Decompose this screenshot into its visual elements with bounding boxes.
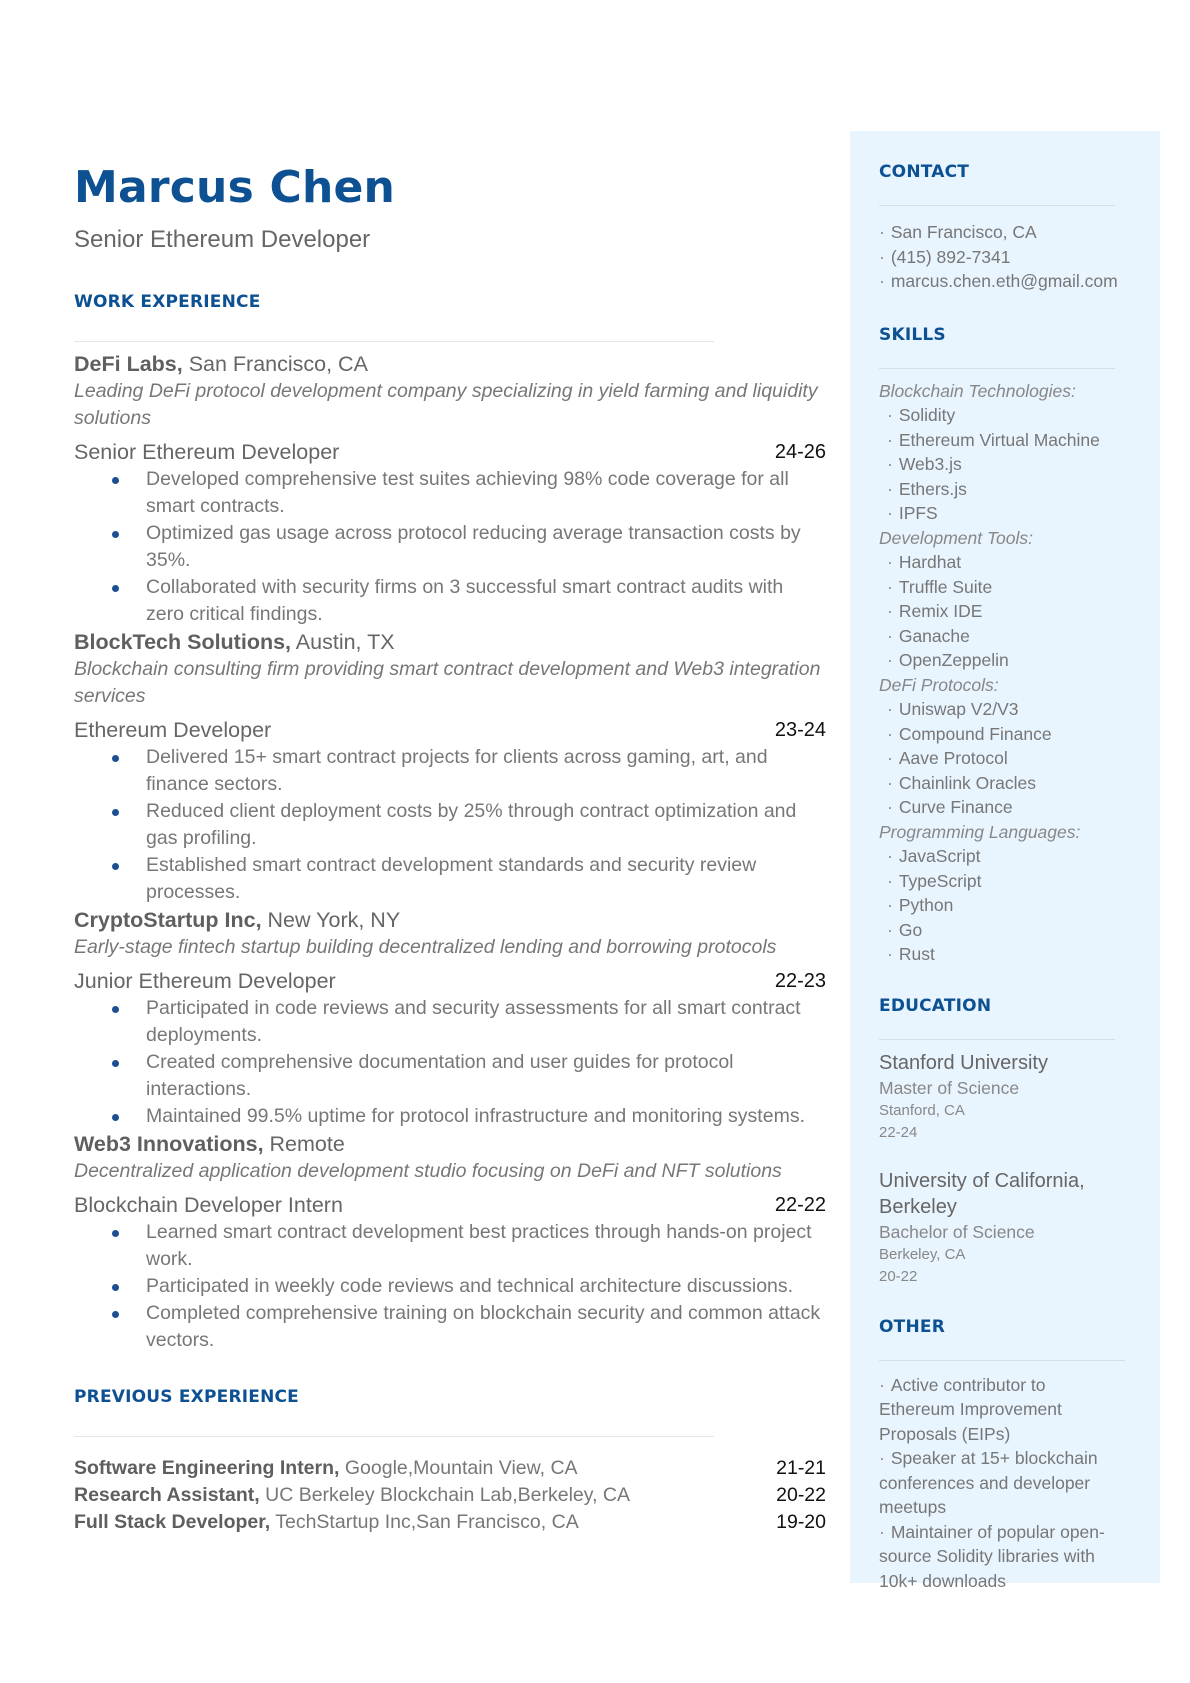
achievement-item: Completed comprehensive training on blockchain security and common attack vectors. — [146, 1300, 826, 1354]
bullet-icon: · — [887, 503, 893, 523]
skill-item — [879, 844, 1141, 869]
contact-item — [879, 269, 1141, 294]
degree: Master of Science — [879, 1077, 1020, 1098]
skill-item — [879, 648, 1141, 673]
previous-role-title: Software Engineering Intern, — [74, 1457, 340, 1479]
bullet-icon: · — [887, 454, 893, 474]
achievement-item: Created comprehensive documentation and user guides for protocol interactions. — [146, 1049, 826, 1103]
skill-name: IPFS — [898, 503, 938, 523]
bullet-icon: · — [887, 772, 893, 793]
other-item — [879, 1446, 1124, 1520]
skill-item — [879, 624, 1141, 649]
skill-name: Go — [898, 919, 923, 940]
previous-role-dates: 21-21 — [776, 1457, 826, 1479]
skill-category: Development Tools: — [879, 527, 1034, 548]
school-location: Berkeley, CA — [879, 1245, 966, 1263]
contact-item — [879, 220, 1141, 245]
achievement-item: Collaborated with security firms on 3 successful smart contract audits with zero critical findings. — [146, 574, 826, 628]
role-title: Senior Ethereum Developer — [74, 440, 340, 464]
skill-name: Remix IDE — [898, 601, 983, 621]
skill-name: Hardhat — [898, 552, 962, 572]
other-text: Speaker at 15+ blockchain conferences and developer meetups — [879, 1448, 1098, 1517]
role-title: Blockchain Developer Intern — [74, 1193, 343, 1217]
achievement-item: Reduced client deployment costs by 25% through contract optimization and gas profiling. — [146, 798, 826, 852]
company-location: Austin, TX — [291, 630, 395, 654]
skill-item — [879, 893, 1141, 918]
skill-item — [879, 403, 1141, 428]
previous-role-org: Google,Mountain View, CA — [339, 1457, 578, 1479]
skill-name: TypeScript — [898, 870, 982, 891]
job-entry — [74, 350, 826, 628]
previous-role — [74, 1455, 578, 1482]
skills-list — [879, 379, 1141, 967]
role-row — [74, 438, 826, 466]
other-item — [879, 1373, 1124, 1447]
skill-item — [879, 942, 1141, 967]
role-row — [74, 967, 826, 995]
contact-item — [879, 245, 1141, 270]
role-dates: 23-24 — [774, 719, 826, 741]
skill-name: Solidity — [898, 405, 956, 425]
bullet-icon: · — [887, 699, 893, 719]
previous-experience-heading: PREVIOUS EXPERIENCE — [74, 1387, 299, 1407]
skill-category: Programming Languages: — [879, 821, 1081, 842]
section-divider — [879, 1360, 1125, 1361]
contact-list — [879, 220, 1141, 294]
contact-value: San Francisco, CA — [890, 222, 1037, 242]
education-dates: 20-22 — [879, 1267, 918, 1285]
company-description: Decentralized application development studio focusing on DeFi and NFT solutions — [74, 1160, 782, 1182]
skill-name: Chainlink Oracles — [898, 772, 1036, 793]
previous-role-row — [74, 1509, 826, 1536]
previous-role-dates: 20-22 — [776, 1484, 826, 1506]
company-name: CryptoStartup Inc, — [74, 908, 262, 932]
achievement-item: Maintained 99.5% uptime for protocol infrastructure and monitoring systems. — [146, 1103, 826, 1130]
role-dates: 22-23 — [774, 970, 826, 992]
skill-name: Ganache — [898, 625, 970, 646]
previous-role-row — [74, 1455, 826, 1482]
company-location: Remote — [263, 1132, 345, 1156]
school-location: Stanford, CA — [879, 1101, 965, 1119]
bullet-icon: · — [887, 919, 893, 940]
bullet-icon: · — [879, 1448, 885, 1468]
skill-item — [879, 452, 1141, 477]
company-name: DeFi Labs, — [74, 352, 183, 376]
company-line — [74, 350, 826, 378]
candidate-name: Marcus Chen — [74, 162, 396, 213]
role-dates: 24-26 — [774, 441, 826, 463]
bullet-icon: · — [887, 625, 893, 646]
company-line — [74, 906, 826, 934]
skill-item — [879, 795, 1141, 820]
section-divider — [879, 205, 1115, 206]
bullet-icon: · — [887, 797, 893, 817]
skill-item — [879, 599, 1141, 624]
section-divider — [74, 1436, 714, 1437]
bullet-icon: · — [887, 723, 893, 744]
company-line — [74, 1130, 826, 1158]
bullet-icon: · — [887, 870, 893, 891]
bullet-icon: · — [887, 429, 893, 450]
skill-name: JavaScript — [898, 846, 981, 866]
skill-item — [879, 771, 1141, 796]
previous-role-org: UC Berkeley Blockchain Lab,Berkeley, CA — [259, 1484, 631, 1506]
education-heading: EDUCATION — [879, 995, 992, 1016]
skills-heading: SKILLS — [879, 324, 946, 345]
role-dates: 22-22 — [774, 1194, 826, 1216]
school-name: Stanford University — [879, 1051, 1048, 1074]
achievement-item: Optimized gas usage across protocol reducing average transaction costs by 35%. — [146, 520, 826, 574]
skill-name: Truffle Suite — [898, 576, 993, 597]
bullet-icon: · — [879, 222, 885, 242]
other-text: Maintainer of popular open-source Solidity libraries with 10k+ downloads — [879, 1521, 1105, 1591]
company-name: BlockTech Solutions, — [74, 630, 292, 654]
bullet-icon: · — [887, 944, 893, 964]
degree: Bachelor of Science — [879, 1221, 1035, 1242]
bullet-icon: · — [887, 576, 893, 597]
bullet-icon: · — [879, 1374, 885, 1395]
bullet-icon: · — [879, 246, 885, 267]
job-entry — [74, 906, 826, 1130]
skill-item — [879, 428, 1141, 453]
achievement-item: Developed comprehensive test suites achieving 98% code coverage for all smart contracts. — [146, 466, 826, 520]
skill-name: Curve Finance — [898, 797, 1013, 817]
company-line — [74, 628, 826, 656]
previous-role-title: Full Stack Developer, — [74, 1511, 271, 1533]
bullet-icon: · — [879, 271, 885, 291]
contact-value: marcus.chen.eth@gmail.com — [890, 271, 1118, 291]
skill-item — [879, 501, 1141, 526]
achievement-list — [74, 995, 826, 1130]
skill-name: Ethers.js — [898, 478, 967, 499]
job-entry — [74, 1130, 826, 1354]
bullet-icon: · — [887, 552, 893, 572]
skill-item — [879, 746, 1141, 771]
company-description: Blockchain consulting firm providing smart contract development and Web3 integration services — [74, 658, 821, 707]
role-title: Ethereum Developer — [74, 718, 272, 742]
achievement-list — [74, 744, 826, 906]
skill-name: Compound Finance — [898, 723, 1052, 744]
achievement-list — [74, 466, 826, 628]
contact-heading: CONTACT — [879, 162, 970, 182]
achievement-item: Delivered 15+ smart contract projects for clients across gaming, art, and finance sectors. — [146, 744, 826, 798]
company-name: Web3 Innovations, — [74, 1132, 264, 1156]
contact-value: (415) 892-7341 — [890, 246, 1011, 267]
role-row — [74, 1191, 826, 1219]
skill-name: Python — [898, 895, 954, 915]
bullet-icon: · — [887, 601, 893, 621]
job-entry — [74, 628, 826, 906]
previous-role-title: Research Assistant, — [74, 1484, 260, 1506]
company-location: New York, NY — [261, 908, 401, 932]
other-item — [879, 1520, 1124, 1594]
skill-name: Aave Protocol — [898, 748, 1008, 768]
previous-role-dates: 19-20 — [776, 1511, 826, 1533]
other-text: Active contributor to Ethereum Improvement Proposals (EIPs) — [879, 1374, 1062, 1444]
skill-category: Blockchain Technologies: — [879, 380, 1076, 401]
bullet-icon: · — [887, 846, 893, 866]
bullet-icon: · — [887, 650, 893, 670]
sidebar — [850, 131, 1160, 1591]
work-experience-heading: WORK EXPERIENCE — [74, 292, 261, 312]
section-divider — [879, 368, 1115, 369]
school-name: University of California, Berkeley — [879, 1169, 1085, 1218]
skill-item — [879, 697, 1141, 722]
bullet-icon: · — [887, 405, 893, 425]
role-title: Junior Ethereum Developer — [74, 969, 336, 993]
bullet-icon: · — [887, 478, 893, 499]
skill-category: DeFi Protocols: — [879, 674, 999, 695]
other-list — [879, 1373, 1141, 1594]
previous-role-org: TechStartup Inc,San Francisco, CA — [270, 1511, 579, 1533]
skill-item — [879, 869, 1141, 894]
role-row — [74, 716, 826, 744]
section-divider — [74, 341, 714, 342]
main-column — [74, 160, 826, 1536]
education-entry — [879, 1050, 1141, 1144]
achievement-item: Participated in weekly code reviews and technical architecture discussions. — [146, 1273, 826, 1300]
achievement-item: Learned smart contract development best practices through hands-on project work. — [146, 1219, 826, 1273]
bullet-icon: · — [887, 748, 893, 768]
skill-name: Web3.js — [898, 454, 962, 474]
previous-role-row — [74, 1482, 826, 1509]
skill-item — [879, 477, 1141, 502]
candidate-title: Senior Ethereum Developer — [74, 226, 371, 253]
bullet-icon: · — [887, 895, 893, 915]
skill-name: OpenZeppelin — [898, 650, 1009, 670]
other-heading: OTHER — [879, 1316, 945, 1337]
achievement-item: Established smart contract development standards and security review processes. — [146, 852, 826, 906]
company-location: San Francisco, CA — [182, 352, 368, 376]
achievement-list — [74, 1219, 826, 1354]
education-dates: 22-24 — [879, 1123, 918, 1141]
skill-name: Uniswap V2/V3 — [898, 699, 1019, 719]
skill-name: Ethereum Virtual Machine — [898, 429, 1100, 450]
achievement-item: Participated in code reviews and security assessments for all smart contract deployments. — [146, 995, 826, 1049]
skill-name: Rust — [898, 944, 935, 964]
skill-item — [879, 550, 1141, 575]
bullet-icon: · — [879, 1521, 885, 1542]
work-experience-list — [74, 350, 826, 1354]
skill-item — [879, 918, 1141, 943]
company-description: Leading DeFi protocol development company specializing in yield farming and liquidity solutions — [74, 380, 818, 429]
previous-role — [74, 1509, 579, 1536]
education-entry — [879, 1168, 1141, 1288]
section-divider — [879, 1039, 1115, 1040]
education-list — [879, 1050, 1141, 1288]
company-description: Early-stage fintech startup building decentralized lending and borrowing protocols — [74, 936, 777, 958]
previous-experience-list — [74, 1455, 826, 1536]
skill-item — [879, 575, 1141, 600]
skill-item — [879, 722, 1141, 747]
previous-role — [74, 1482, 630, 1509]
